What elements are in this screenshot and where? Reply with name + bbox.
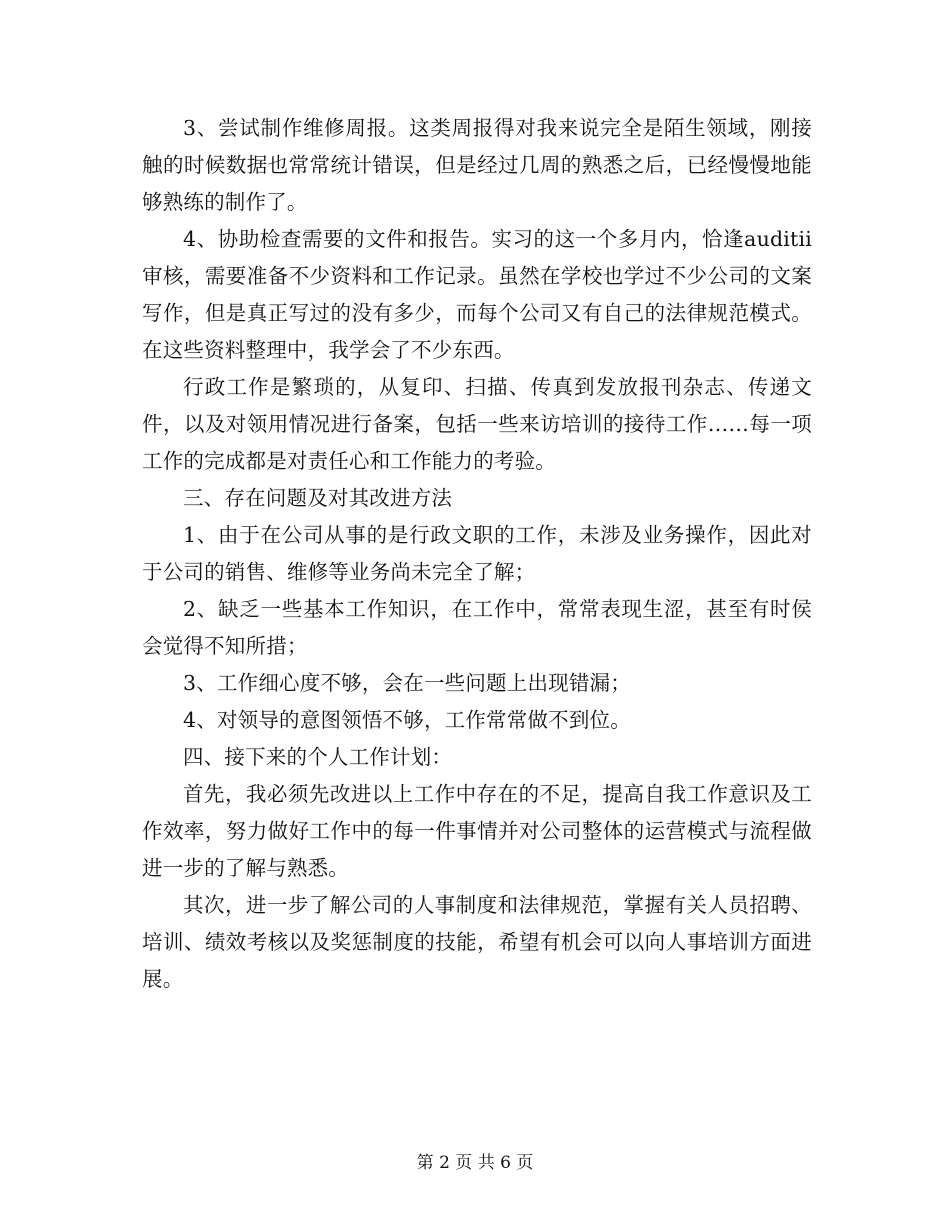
paragraph-plan-first: 首先，我必须先改进以上工作中存在的不足，提高自我工作意识及工作效率，努力做好工作中的每一件事情并对公司整体的运营模式与流程做进一步的了解与熟悉。	[142, 782, 812, 880]
paragraph-problem-2: 2、缺乏一些基本工作知识，在工作中，常常表现生涩，甚至有时侯会觉得不知所措；	[142, 597, 812, 658]
paragraph-problem-4: 4、对领导的意图领悟不够，工作常常做不到位。	[183, 708, 631, 732]
paragraph-problem-3: 3、工作细心度不够，会在一些问题上出现错漏；	[183, 671, 631, 695]
paragraph-document-check: 4、协助检查需要的文件和报告。实习的这一个多月内，恰逢auditii 审核，需要准备不少资料和工作记录。虽然在学校也学过不少公司的文案写作，但是真正写过的没有多少，而每个公司又有自己的法律规范模式。在这些资料整理中，我学会了不少东西。	[142, 227, 812, 362]
section-heading-problems: 三、存在问题及对其改进方法	[183, 486, 453, 510]
paragraph-weekly-report: 3、尝试制作维修周报。这类周报得对我来说完全是陌生领域，刚接触的时候数据也常常统计错误，但是经过几周的熟悉之后，已经慢慢地能够熟练的制作了。	[142, 116, 812, 214]
paragraph-problem-1: 1、由于在公司从事的是行政文职的工作，未涉及业务操作，因此对于公司的销售、维修等业务尚未完全了解；	[142, 523, 812, 584]
document-body	[142, 110, 812, 998]
paragraph-plan-second: 其次，进一步了解公司的人事制度和法律规范，掌握有关人员招聘、培训、绩效考核以及奖惩制度的技能，希望有机会可以向人事培训方面进展。	[142, 893, 812, 991]
section-heading-plan: 四、接下来的个人工作计划：	[183, 745, 453, 769]
paragraph-admin-work: 行政工作是繁琐的，从复印、扫描、传真到发放报刊杂志、传递文件，以及对领用情况进行备案，包括一些来访培训的接待工作……每一项工作的完成都是对责任心和工作能力的考验。	[142, 375, 812, 473]
page-number-footer: 第 2 页 共 6 页	[416, 1153, 534, 1173]
